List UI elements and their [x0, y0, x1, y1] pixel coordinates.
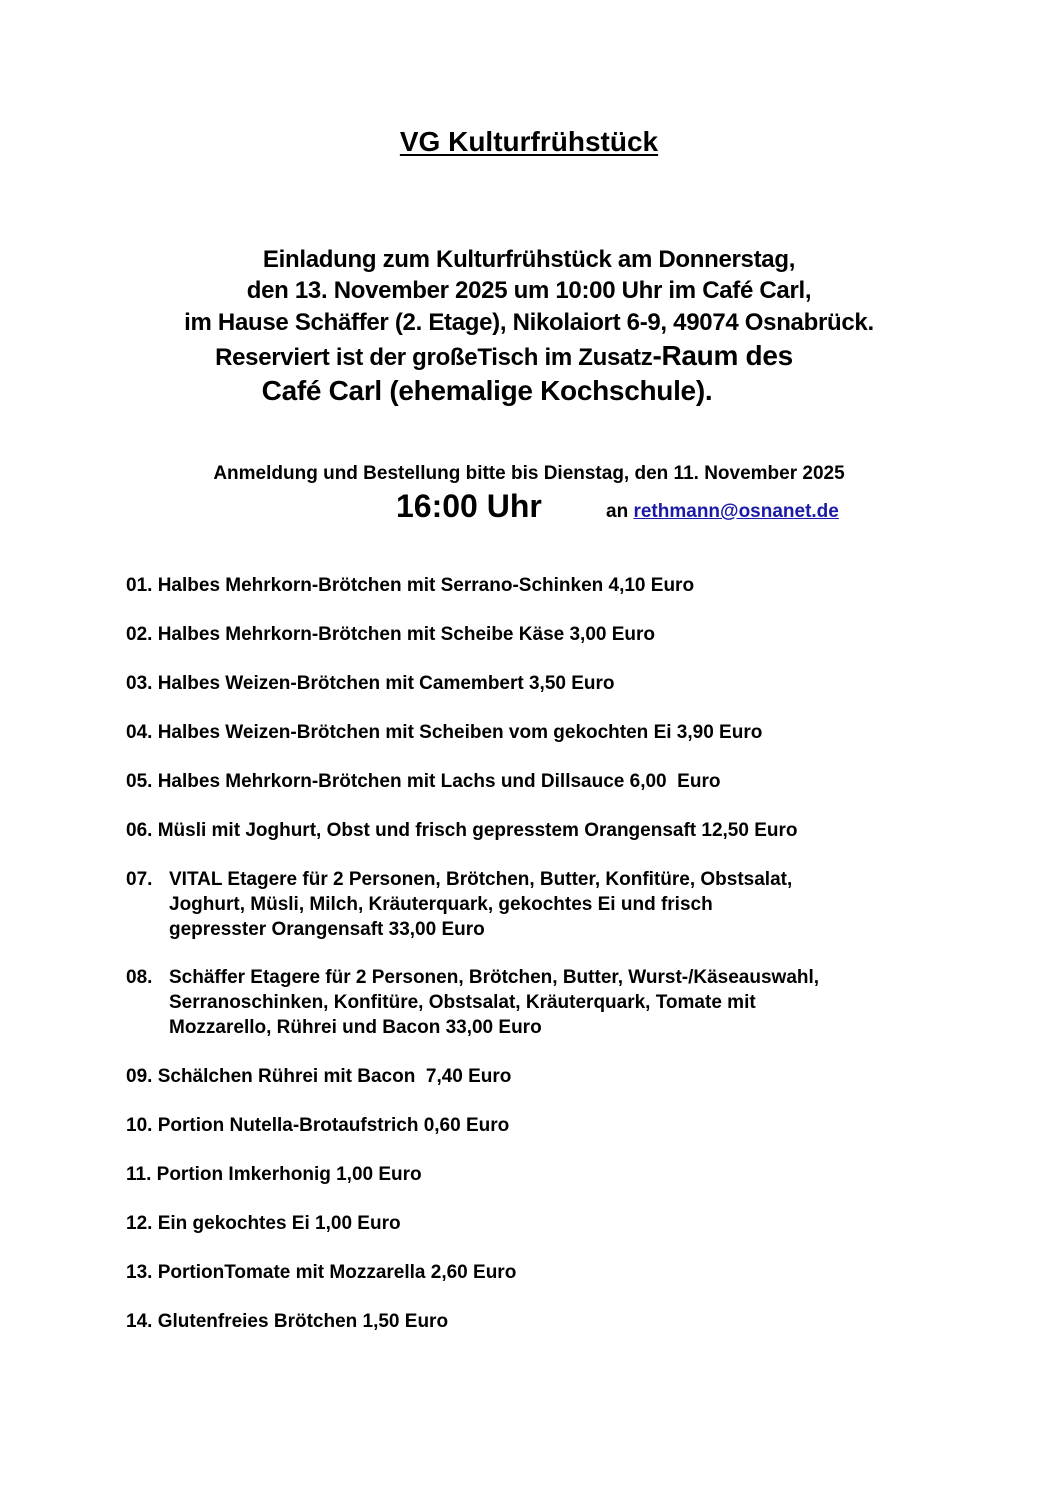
- menu-item-text-line: Schäffer Etagere für 2 Personen, Brötchen, Butter, Wurst-/Käseauswahl,: [169, 967, 820, 988]
- menu-item-number: 05.: [126, 771, 153, 792]
- menu-item-text-line: gepresster Orangensaft 33,00 Euro: [169, 919, 485, 940]
- menu-item: [126, 769, 720, 794]
- menu-item-number: 11.: [126, 1164, 152, 1185]
- menu-item-text: Schälchen Rührei mit Bacon 7,40 Euro: [157, 1066, 512, 1087]
- menu-item: [126, 867, 792, 942]
- menu-item-text: Halbes Mehrkorn-Brötchen mit Lachs und Dillsauce 6,00 Euro: [157, 771, 721, 792]
- menu-item-number: 10.: [126, 1115, 153, 1136]
- registration-contact: [606, 501, 839, 523]
- menu-item-text: Ein gekochtes Ei 1,00 Euro: [157, 1213, 401, 1234]
- menu-item: [126, 1113, 509, 1138]
- menu-item: [126, 720, 762, 745]
- invitation-line-4: [0, 340, 1033, 372]
- menu-item: [126, 1162, 422, 1187]
- menu-item-number: 13.: [126, 1262, 153, 1283]
- menu-item: [126, 1260, 516, 1285]
- email-link[interactable]: rethmann@osnanet.de: [633, 501, 839, 522]
- invitation-line-4a: Reserviert ist der großeTisch im Zusatz: [215, 344, 653, 371]
- menu-item-text-line: Joghurt, Müsli, Milch, Kräuterquark, gekochtes Ei und frisch: [169, 894, 713, 915]
- menu-item-number: 03.: [126, 673, 153, 694]
- menu-item-number: 08.: [126, 967, 153, 988]
- registration-time: 16:00 Uhr: [396, 488, 542, 524]
- menu-item-text: Portion Nutella-Brotaufstrich 0,60 Euro: [157, 1115, 510, 1136]
- menu-item-number: 14.: [126, 1311, 153, 1332]
- invitation-line-4b: -Raum des: [652, 340, 793, 371]
- menu-item-number: 09.: [126, 1066, 153, 1087]
- menu-item: [126, 1309, 448, 1334]
- menu-item-text: PortionTomate mit Mozzarella 2,60 Euro: [157, 1262, 517, 1283]
- menu-item-number: 04.: [126, 722, 153, 743]
- menu-item: [126, 622, 655, 647]
- invitation-line-5: Café Carl (ehemalige Kochschule).: [261, 375, 713, 406]
- invitation-line-2: den 13. November 2025 um 10:00 Uhr im Café Carl,: [246, 277, 812, 304]
- menu-item-number: 01.: [126, 575, 153, 596]
- menu-item: [126, 1064, 511, 1089]
- menu-item: [126, 1211, 401, 1236]
- menu-item-number: 06.: [126, 820, 153, 841]
- menu-item: [126, 573, 694, 598]
- menu-item-text-line: Serranoschinken, Konfitüre, Obstsalat, Kräuterquark, Tomate mit: [169, 992, 756, 1013]
- menu-item-text-line: Mozzarello, Rührei und Bacon 33,00 Euro: [169, 1017, 542, 1038]
- registration-to-label: an: [606, 501, 629, 522]
- menu-item-number: 12.: [126, 1213, 153, 1234]
- menu-item-text: Halbes Mehrkorn-Brötchen mit Serrano-Schinken 4,10 Euro: [157, 575, 695, 596]
- invitation-line-1: Einladung zum Kulturfrühstück am Donnerstag,: [262, 246, 796, 273]
- menu-item-text: Halbes Mehrkorn-Brötchen mit Scheibe Käse 3,00 Euro: [157, 624, 656, 645]
- menu-item: [126, 818, 798, 843]
- page-title: VG Kulturfrühstück: [399, 126, 659, 157]
- registration-deadline: Anmeldung und Bestellung bitte bis Dienstag, den 11. November 2025: [213, 463, 845, 484]
- menu-item-text: Halbes Weizen-Brötchen mit Camembert 3,50 Euro: [157, 673, 615, 694]
- menu-item: [126, 671, 615, 696]
- menu-item-text: Müsli mit Joghurt, Obst und frisch gepresstem Orangensaft 12,50 Euro: [157, 820, 798, 841]
- invitation-line-3: im Hause Schäffer (2. Etage), Nikolaiort 6-9, 49074 Osnabrück.: [184, 309, 874, 336]
- menu-item-text: Glutenfreies Brötchen 1,50 Euro: [157, 1311, 449, 1332]
- menu-item-number: 07.: [126, 869, 153, 890]
- menu-item-text: Portion Imkerhonig 1,00 Euro: [156, 1164, 422, 1185]
- menu-item: [126, 965, 819, 1040]
- menu-item-text-line: VITAL Etagere für 2 Personen, Brötchen, Butter, Konfitüre, Obstsalat,: [169, 869, 793, 890]
- menu-item-text: Halbes Weizen-Brötchen mit Scheiben vom gekochten Ei 3,90 Euro: [157, 722, 763, 743]
- menu-item-number: 02.: [126, 624, 153, 645]
